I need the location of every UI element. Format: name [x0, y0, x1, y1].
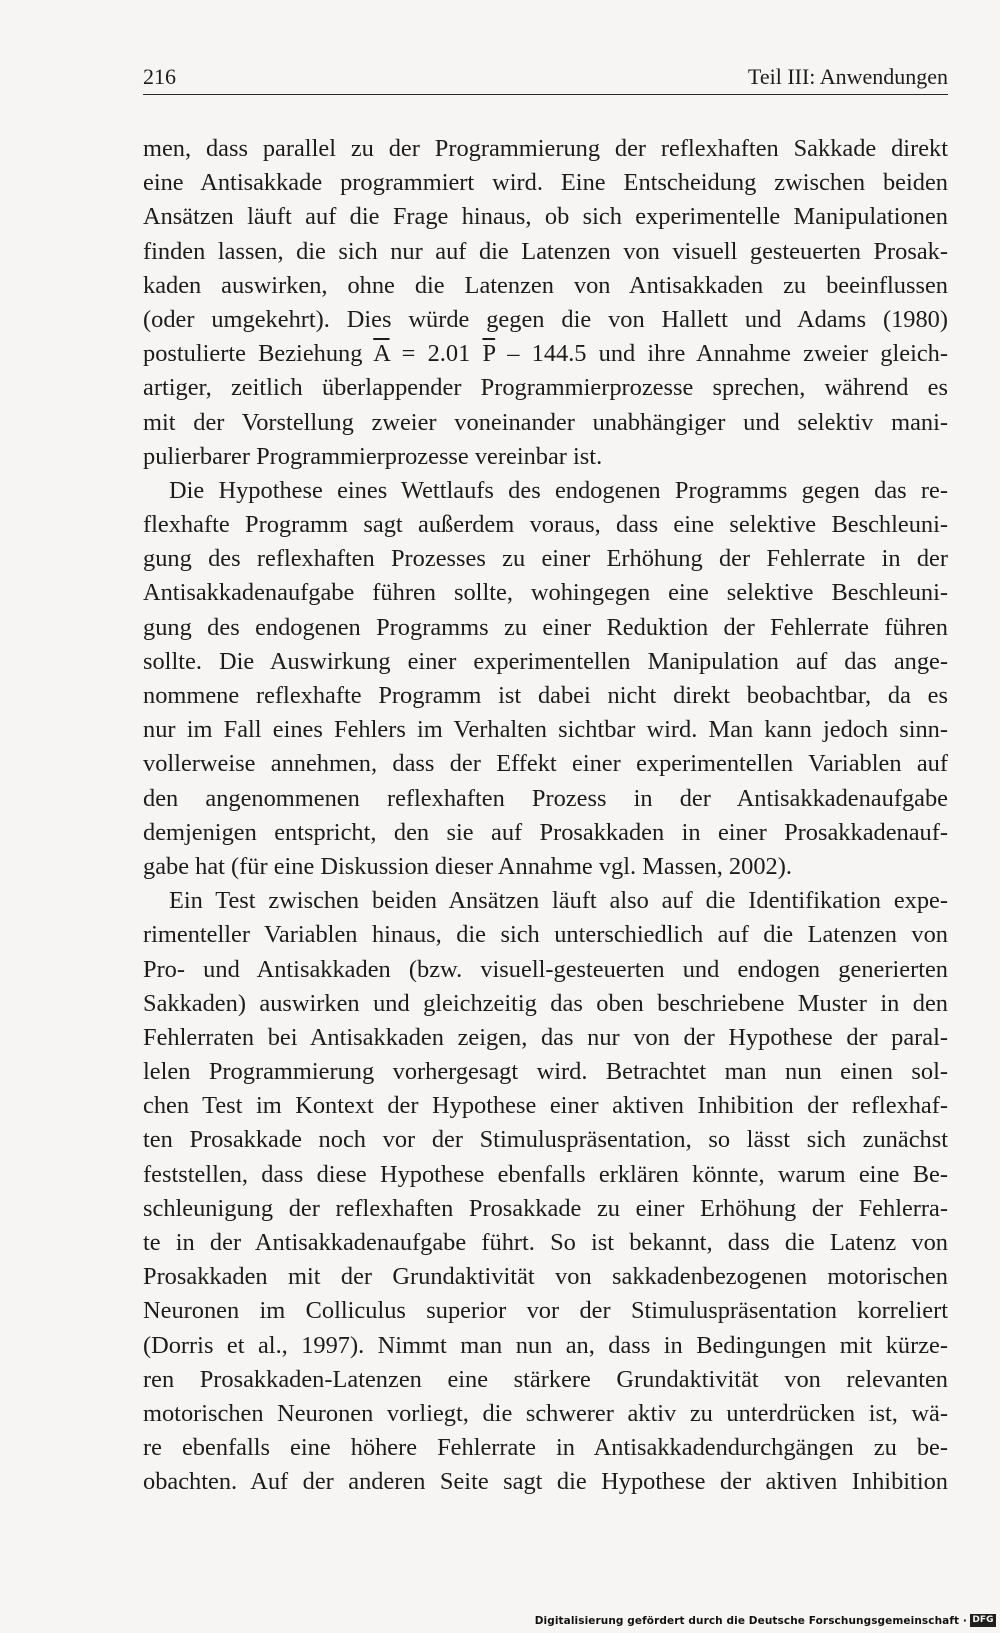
body-text	[143, 132, 948, 1500]
text-line: (oder umgekehrt). Dies würde gegen die von Hallett und Adams (1980)	[143, 305, 948, 333]
text-line: finden lassen, die sich nur auf die Latenzen von visuell gesteuerten Prosak-	[143, 237, 948, 265]
text-line: Prosakkaden mit der Grundaktivität von sakkadenbezogenen motorischen	[143, 1263, 948, 1291]
formula-text-before: postulierte Beziehung	[143, 340, 374, 368]
text-line: obachten. Auf der anderen Seite sagt die Hypothese der aktiven Inhibition	[143, 1468, 948, 1496]
running-head: Teil III: Anwendungen	[747, 64, 948, 89]
text-line: den angenommenen reflexhaften Prozess in der Antisakkadenaufgabe	[143, 784, 948, 812]
text-line: rimenteller Variablen hinaus, die sich unterschiedlich auf die Latenzen von	[143, 921, 948, 949]
dfg-logo: DFG	[970, 1614, 996, 1627]
text-line: Pro- und Antisakkaden (bzw. visuell-gesteuerten und endogen generierten	[143, 955, 948, 983]
formula-variable-a: $\overline{A}$	[373, 340, 390, 368]
formula-text-middle: = 2.01	[389, 340, 483, 368]
text-line: men, dass parallel zu der Programmierung der reflexhaften Sakkade direkt	[143, 135, 948, 162]
text-line: (Dorris et al., 1997). Nimmt man nun an, dass in Bedingungen mit kürze-	[143, 1331, 948, 1359]
text-line: ren Prosakkaden-Latenzen eine stärkere Grundaktivität von relevanten	[143, 1365, 948, 1393]
formula-line	[143, 337, 948, 371]
text-line: eine Antisakkade programmiert wird. Eine Entscheidung zwischen beiden	[143, 169, 948, 197]
text-line: lelen Programmierung vorhergesagt wird. Betrachtet man nun einen sol-	[143, 1058, 948, 1086]
text-line: vollerweise annehmen, dass der Effekt einer experimentellen Variablen auf	[143, 750, 948, 778]
text-line: motorischen Neuronen vorliegt, die schwerer aktiv zu unterdrücken ist, wä-	[143, 1399, 948, 1427]
text-line: nommene reflexhafte Programm ist dabei nicht direkt beobachtbar, da es	[143, 682, 948, 709]
text-line: schleunigung der reflexhaften Prosakkade zu einer Erhöhung der Fehlerra-	[143, 1194, 948, 1222]
text-line: Ansätzen läuft auf die Frage hinaus, ob sich experimentelle Manipulationen	[143, 203, 948, 231]
text-line: te in der Antisakkadenaufgabe führt. So ist bekannt, dass die Latenz von	[143, 1229, 948, 1256]
text-line: Neuronen im Colliculus superior vor der Stimuluspräsentation korreliert	[143, 1297, 948, 1325]
text-line: Fehlerraten bei Antisakkaden zeigen, das nur von der Hypothese der paral-	[143, 1023, 948, 1051]
text-line: artiger, zeitlich überlappender Programmierprozesse sprechen, während es	[143, 374, 948, 402]
text-line: gung des endogenen Programms zu einer Reduktion der Fehlerrate führen	[143, 613, 948, 641]
paragraph-end-line: pulierbarer Programmierprozesse vereinbar ist.	[143, 442, 603, 470]
page-number: 216	[143, 64, 176, 89]
text-line: chen Test im Kontext der Hypothese einer aktiven Inhibition der reflexhaf-	[143, 1092, 948, 1120]
paragraph-start-line: Ein Test zwischen beiden Ansätzen läuft also auf die Identifikation expe-	[169, 887, 948, 915]
text-line: mit der Vorstellung zweier voneinander unabhängiger und selektiv mani-	[143, 408, 948, 436]
text-line: sollte. Die Auswirkung einer experimentellen Manipulation auf das ange-	[143, 647, 948, 675]
text-line: nur im Fall eines Fehlers im Verhalten sichtbar wird. Man kann jedoch sinn-	[143, 716, 948, 744]
paragraph-start-line: Die Hypothese eines Wettlaufs des endogenen Programms gegen das re-	[169, 476, 948, 504]
paragraph-end-line: gabe hat (für eine Diskussion dieser Annahme vgl. Massen, 2002).	[143, 852, 792, 880]
footer-text: Digitalisierung gefördert durch die Deutsche Forschungsgemeinschaft ·	[534, 1614, 967, 1627]
text-line: Sakkaden) auswirken und gleichzeitig das oben beschriebene Muster in den	[143, 989, 948, 1017]
formula-variable-p: $\overline{P}$	[482, 340, 496, 368]
digitization-footer	[535, 1614, 996, 1627]
text-line: re ebenfalls eine höhere Fehlerrate in Antisakkadendurchgängen zu be-	[143, 1434, 948, 1462]
text-line: ten Prosakkade noch vor der Stimuluspräsentation, so lässt sich zunächst	[143, 1126, 948, 1154]
text-line: gung des reflexhaften Prozesses zu einer Erhöhung der Fehlerrate in der	[143, 545, 948, 573]
page-header	[143, 62, 948, 95]
text-line: feststellen, dass diese Hypothese ebenfalls erklären könnte, warum eine Be-	[143, 1160, 948, 1188]
text-line: flexhafte Programm sagt außerdem voraus, dass eine selektive Beschleuni-	[143, 511, 948, 539]
text-line: kaden auswirken, ohne die Latenzen von Antisakkaden zu beeinflussen	[143, 271, 948, 299]
text-line: demjenigen entspricht, den sie auf Prosakkaden in einer Prosakkadenauf-	[143, 818, 948, 846]
formula-text-after: – 144.5 und ihre Annahme zweier gleich-	[495, 340, 948, 368]
text-line: Antisakkadenaufgabe führen sollte, wohingegen eine selektive Beschleuni-	[143, 579, 948, 607]
